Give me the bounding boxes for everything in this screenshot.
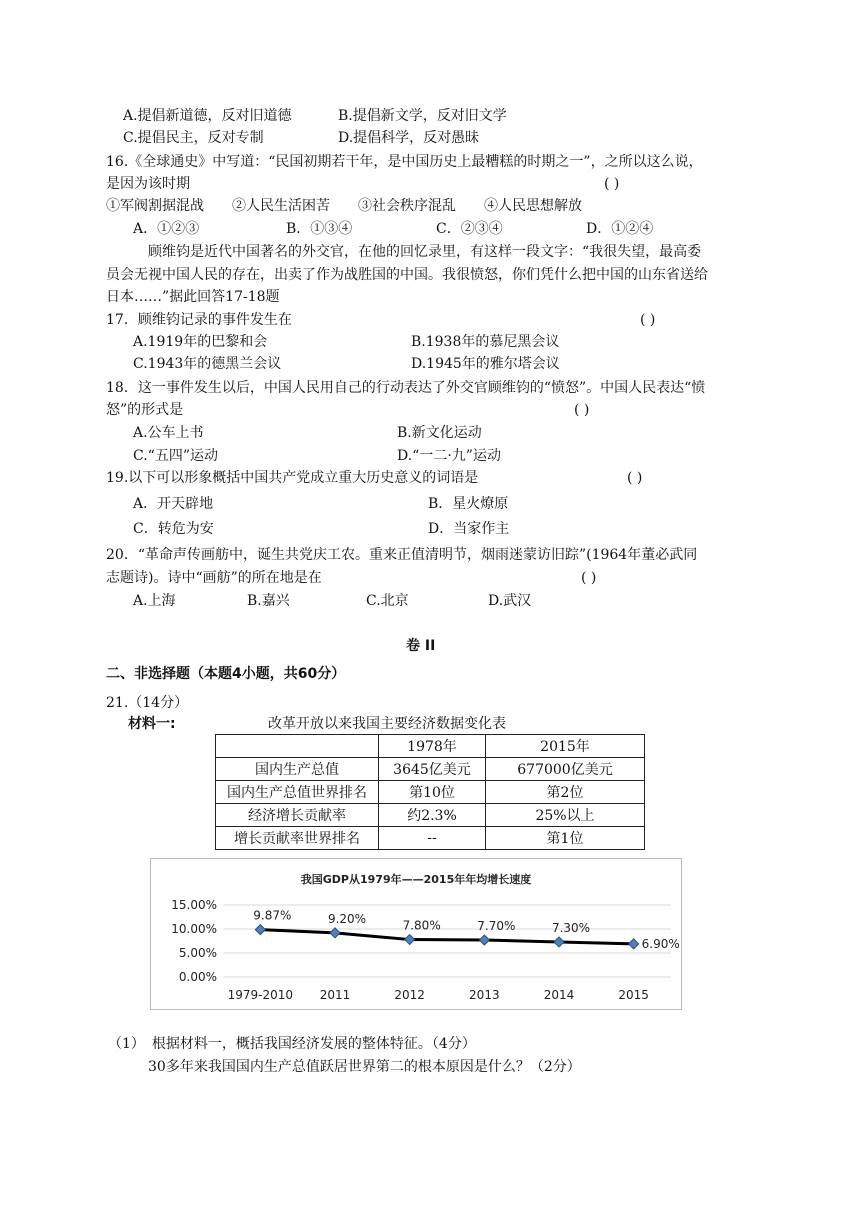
x-tick-label: 2014 xyxy=(543,988,575,1002)
x-tick-label: 2015 xyxy=(618,988,649,1002)
q19-option-a: A．开天辟地 xyxy=(133,496,214,512)
y-tick-label: 10.00% xyxy=(171,922,217,936)
q20-option-d: D.武汉 xyxy=(488,593,532,609)
y-tick-label: 15.00% xyxy=(171,898,217,912)
q18-option-d: D.“一二·九”运动 xyxy=(397,448,501,464)
volume-title: 卷 II xyxy=(406,638,436,654)
passage-line2: 员会无视中国人民的存在，出卖了作为战胜国的中国。我很愤怒，你们凭什么把中国的山东省送给 xyxy=(106,267,708,283)
q20-option-b: B.嘉兴 xyxy=(247,593,290,609)
gdp-growth-chart xyxy=(150,858,682,1010)
q21-sub1: （1） 根据材料一，概括我国经济发展的整体特征。（4分） xyxy=(108,1036,476,1052)
data-point xyxy=(554,937,564,947)
q17-answer-blank: ( ) xyxy=(640,312,656,328)
table-header-row xyxy=(216,735,645,758)
q21-heading: 21.（14分） xyxy=(106,695,189,711)
data-point xyxy=(405,935,415,945)
table-caption: 改革开放以来我国主要经济数据变化表 xyxy=(268,716,506,732)
q15-option-a: A.提倡新道德，反对旧道德 xyxy=(123,108,292,124)
table-cell: -- xyxy=(379,827,486,850)
x-tick-label: 2013 xyxy=(469,988,500,1002)
data-point xyxy=(255,925,265,935)
passage-line1: 顾维钧是近代中国著名的外交官，在他的回忆录里，有这样一段文字：“我很失望，最高委 xyxy=(148,244,702,260)
q19-stem: 19.以下可以形象概括中国共产党成立重大历史意义的词语是 xyxy=(106,470,479,486)
q20-stem-line2: 志题诗)。诗中“画舫”的所在地是在 xyxy=(106,570,322,586)
q16-stem-line1: 16.《全球通史》中写道：“民国初期若干年，是中国历史上最糟糕的时期之一”，之所以这么说， xyxy=(106,154,703,170)
q21-sub1-part2: 30多年来我国国内生产总值跃居世界第二的根本原因是什么？（2分） xyxy=(148,1059,581,1075)
q17-option-a: A.1919年的巴黎和会 xyxy=(133,334,268,350)
data-point xyxy=(629,939,639,949)
q20-answer-blank: ( ) xyxy=(581,570,597,586)
q17-option-d: D.1945年的雅尔塔会议 xyxy=(411,356,560,372)
material-one-label: 材料一: xyxy=(128,716,176,732)
data-label: 6.90% xyxy=(641,936,680,951)
q16-option-c: C．②③④ xyxy=(436,221,503,237)
q19-option-b: B．星火燎原 xyxy=(428,496,509,512)
q19-option-d: D．当家作主 xyxy=(428,521,510,537)
q20-option-c: C.北京 xyxy=(366,593,409,609)
data-label: 7.70% xyxy=(477,919,516,934)
q18-option-b: B.新文化运动 xyxy=(397,425,482,441)
table-cell: 增长贡献率世界排名 xyxy=(216,827,379,850)
q15-option-d: D.提倡科学，反对愚昧 xyxy=(338,130,480,146)
q16-answer-blank: ( ) xyxy=(604,176,620,192)
table-row xyxy=(216,781,645,804)
table-header-cell: 1978年 xyxy=(379,735,486,758)
q16-stem-line2: 是因为该时期 xyxy=(106,176,190,192)
q18-stem-line1: 18．这一事件发生以后，中国人民用自己的行动表达了外交官顾维钧的“愤怒”。中国人民表达“愤 xyxy=(106,380,706,396)
data-point xyxy=(479,935,489,945)
q18-option-c: C.“五四”运动 xyxy=(133,448,218,464)
table-row xyxy=(216,827,645,850)
data-label: 9.87% xyxy=(253,908,292,923)
chart-title: 我国GDP从1979年——2015年年均增长速度 xyxy=(300,873,532,886)
table-cell: 第1位 xyxy=(486,827,645,850)
data-label: 9.20% xyxy=(327,911,367,926)
q17-option-b: B.1938年的慕尼黑会议 xyxy=(411,334,560,350)
passage-line3: 日本……”据此回答17-18题 xyxy=(106,289,280,305)
table-cell: 3645亿美元 xyxy=(379,758,486,781)
q16-option-b: B．①③④ xyxy=(286,221,353,237)
table-row xyxy=(216,804,645,827)
table-cell: 约2.3% xyxy=(379,804,486,827)
table-cell: 国内生产总值 xyxy=(216,758,379,781)
q15-option-b: B.提倡新文学，反对旧文学 xyxy=(338,108,507,124)
q17-stem: 17．顾维钧记录的事件发生在 xyxy=(106,312,292,328)
table-cell: 经济增长贡献率 xyxy=(216,804,379,827)
data-label: 7.30% xyxy=(551,920,591,935)
q18-answer-blank: ( ) xyxy=(574,402,590,418)
y-tick-label: 0.00% xyxy=(178,970,217,984)
table-cell: 第10位 xyxy=(379,781,486,804)
economic-data-table xyxy=(215,734,645,850)
table-row xyxy=(216,758,645,781)
q15-option-c: C.提倡民主，反对专制 xyxy=(123,130,264,146)
q16-option-d: D．①②④ xyxy=(586,221,654,237)
section-heading: 二、非选择题（本题4小题，共60分） xyxy=(106,666,346,682)
q16-option-a: A．①②③ xyxy=(133,221,200,237)
table-cell: 第2位 xyxy=(486,781,645,804)
gdp-growth-chart-svg xyxy=(151,859,681,1009)
q17-option-c: C.1943年的德黑兰会议 xyxy=(133,356,282,372)
table-cell: 25%以上 xyxy=(486,804,645,827)
q16-statements: ①军阀割据混战 ②人民生活困苦 ③社会秩序混乱 ④人民思想解放 xyxy=(106,198,582,214)
table-cell: 国内生产总值世界排名 xyxy=(216,781,379,804)
q18-stem-line2: 怒”的形式是 xyxy=(106,402,184,418)
q20-stem-line1: 20．“革命声传画舫中，诞生共党庆工农。重来正值清明节，烟雨迷蒙访旧踪”(1964年董必武同 xyxy=(106,547,698,563)
x-tick-label: 2012 xyxy=(394,988,425,1002)
x-tick-label: 1979-2010 xyxy=(227,988,294,1002)
y-tick-label: 5.00% xyxy=(178,946,217,960)
x-tick-label: 2011 xyxy=(319,988,351,1002)
data-label: 7.80% xyxy=(402,918,441,933)
table-header-cell: 2015年 xyxy=(486,735,645,758)
q18-option-a: A.公车上书 xyxy=(133,425,204,441)
table-cell: 677000亿美元 xyxy=(486,758,645,781)
table-header-cell xyxy=(216,735,379,758)
q19-answer-blank: ( ) xyxy=(627,470,643,486)
q19-option-c: C．转危为安 xyxy=(133,521,214,537)
q20-option-a: A.上海 xyxy=(133,593,176,609)
